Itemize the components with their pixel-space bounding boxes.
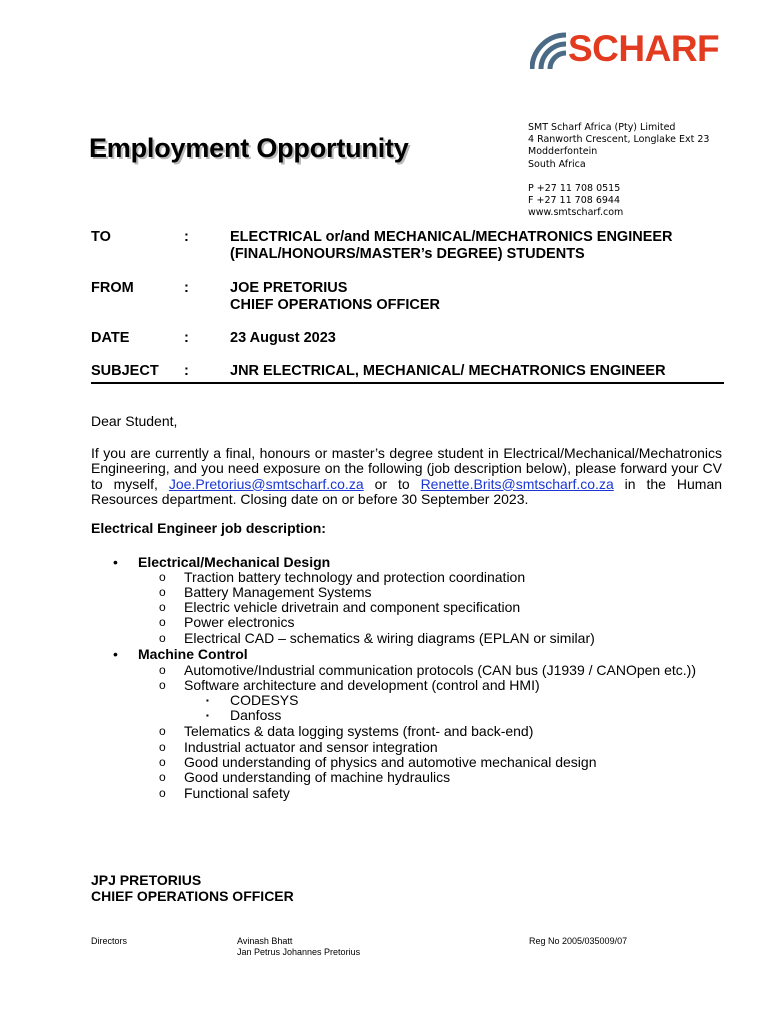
intro-or: or to <box>374 475 410 492</box>
memo-date-value: 23 August 2023 <box>230 330 336 346</box>
memo-from-label: FROM <box>91 280 134 296</box>
memo-subject-value: JNR ELECTRICAL, MECHANICAL/ MECHATRONICS ENGINEER <box>230 363 666 379</box>
list-item-text: Power electronics <box>184 614 295 630</box>
memo-to-label: TO <box>91 229 111 245</box>
section-heading: Machine Control <box>138 646 248 662</box>
scharf-arcs-icon <box>530 32 570 70</box>
circle-bullet-icon: o <box>159 786 166 800</box>
circle-bullet-icon: o <box>159 724 166 738</box>
circle-bullet-icon: o <box>159 740 166 754</box>
memo-subject-label: SUBJECT <box>91 363 159 379</box>
circle-bullet-icon: o <box>159 678 166 692</box>
fax-number: F +27 11 708 6944 <box>528 195 620 207</box>
list-item-text: Telematics & data logging systems (front- and back-end) <box>184 723 534 739</box>
logo-text: SCHARF <box>568 28 720 69</box>
greeting: Dear Student, <box>91 413 178 429</box>
list-item-text: Danfoss <box>230 707 282 723</box>
phone-number: P +27 11 708 0515 <box>528 182 621 194</box>
circle-bullet-icon: o <box>159 755 166 769</box>
list-item-text: Battery Management Systems <box>184 584 372 600</box>
footer-registration: Reg No 2005/035009/07 <box>529 936 628 946</box>
memo-to-line1: ELECTRICAL or/and MECHANICAL/MECHATRONICS ENGINEER <box>230 229 673 245</box>
list-item-text: Traction battery technology and protection coordination <box>184 569 526 585</box>
memo-divider <box>91 382 724 384</box>
intro-text: If you are currently a final, honours or master’s degree student in Electrical/Mechanical/Mechatronics Engineering, and you need exposure on the following (job description below), please forward your CV to myself, <box>91 445 722 492</box>
list-item-text: Industrial actuator and sensor integration <box>184 739 438 755</box>
page-title: Employment Opportunity <box>89 133 409 163</box>
intro-paragraph <box>91 446 722 507</box>
memo-colon: : <box>184 330 189 346</box>
email-link-renette[interactable]: Renette.Brits@smtscharf.co.za <box>420 475 614 492</box>
list-item-text: Software architecture and development (control and HMI) <box>184 677 540 693</box>
circle-bullet-icon: o <box>159 585 166 599</box>
signature-name: JPJ PRETORIUS <box>91 872 202 888</box>
square-bullet-icon: ▪ <box>206 696 209 705</box>
signature-block <box>91 872 294 904</box>
circle-bullet-icon: o <box>159 600 166 614</box>
footer-directors <box>237 936 360 957</box>
list-item-text: Electrical CAD – schematics & wiring diagrams (EPLAN or similar) <box>184 630 595 646</box>
memo-from-line1: JOE PRETORIUS <box>230 280 348 296</box>
list-item-text: Good understanding of machine hydraulics <box>184 769 451 785</box>
director-name: Jan Petrus Johannes Pretorius <box>237 946 361 957</box>
list-item-text: Automotive/Industrial communication protocols (CAN bus (J1939 / CANOpen etc.)) <box>184 662 696 678</box>
company-address <box>528 122 709 219</box>
address-line: 4 Ranworth Crescent, Longlake Ext 23 <box>528 134 710 146</box>
section-heading: Electrical/Mechanical Design <box>138 554 331 570</box>
circle-bullet-icon: o <box>159 570 166 584</box>
memo-to-line2: (FINAL/HONOURS/MASTER’s DEGREE) STUDENTS <box>230 246 585 262</box>
website-link[interactable]: www.smtscharf.com <box>528 207 624 219</box>
circle-bullet-icon: o <box>159 615 166 629</box>
square-bullet-icon: ▪ <box>206 711 209 720</box>
memo-colon: : <box>184 229 189 245</box>
signature-role: CHIEF OPERATIONS OFFICER <box>91 888 294 904</box>
address-line: Modderfontein <box>528 146 598 158</box>
memo-from-line2: CHIEF OPERATIONS OFFICER <box>230 297 440 313</box>
footer-directors-label: Directors <box>91 936 128 946</box>
list-item-text: Good understanding of physics and automotive mechanical design <box>184 754 597 770</box>
list-item-text: CODESYS <box>230 692 299 708</box>
list-item-text: Functional safety <box>184 785 290 801</box>
memo-date-label: DATE <box>91 330 130 346</box>
memo-colon: : <box>184 280 189 296</box>
bullet-icon: • <box>113 646 118 662</box>
list-item-text: Electric vehicle drivetrain and component specification <box>184 599 521 615</box>
circle-bullet-icon: o <box>159 631 166 645</box>
memo-colon: : <box>184 363 189 379</box>
intro-end: in the Human Resources department. Closing date on or before 30 September 2023. <box>91 475 723 507</box>
email-link-joe[interactable]: Joe.Pretorius@smtscharf.co.za <box>168 475 364 492</box>
address-line: SMT Scharf Africa (Pty) Limited <box>528 122 676 133</box>
company-logo <box>530 30 730 72</box>
circle-bullet-icon: o <box>159 770 166 784</box>
bullet-icon: • <box>113 554 118 570</box>
address-line: South Africa <box>528 158 586 170</box>
circle-bullet-icon: o <box>159 663 166 677</box>
job-description-title: Electrical Engineer job description: <box>91 520 326 536</box>
director-name: Avinash Bhatt <box>237 936 293 946</box>
